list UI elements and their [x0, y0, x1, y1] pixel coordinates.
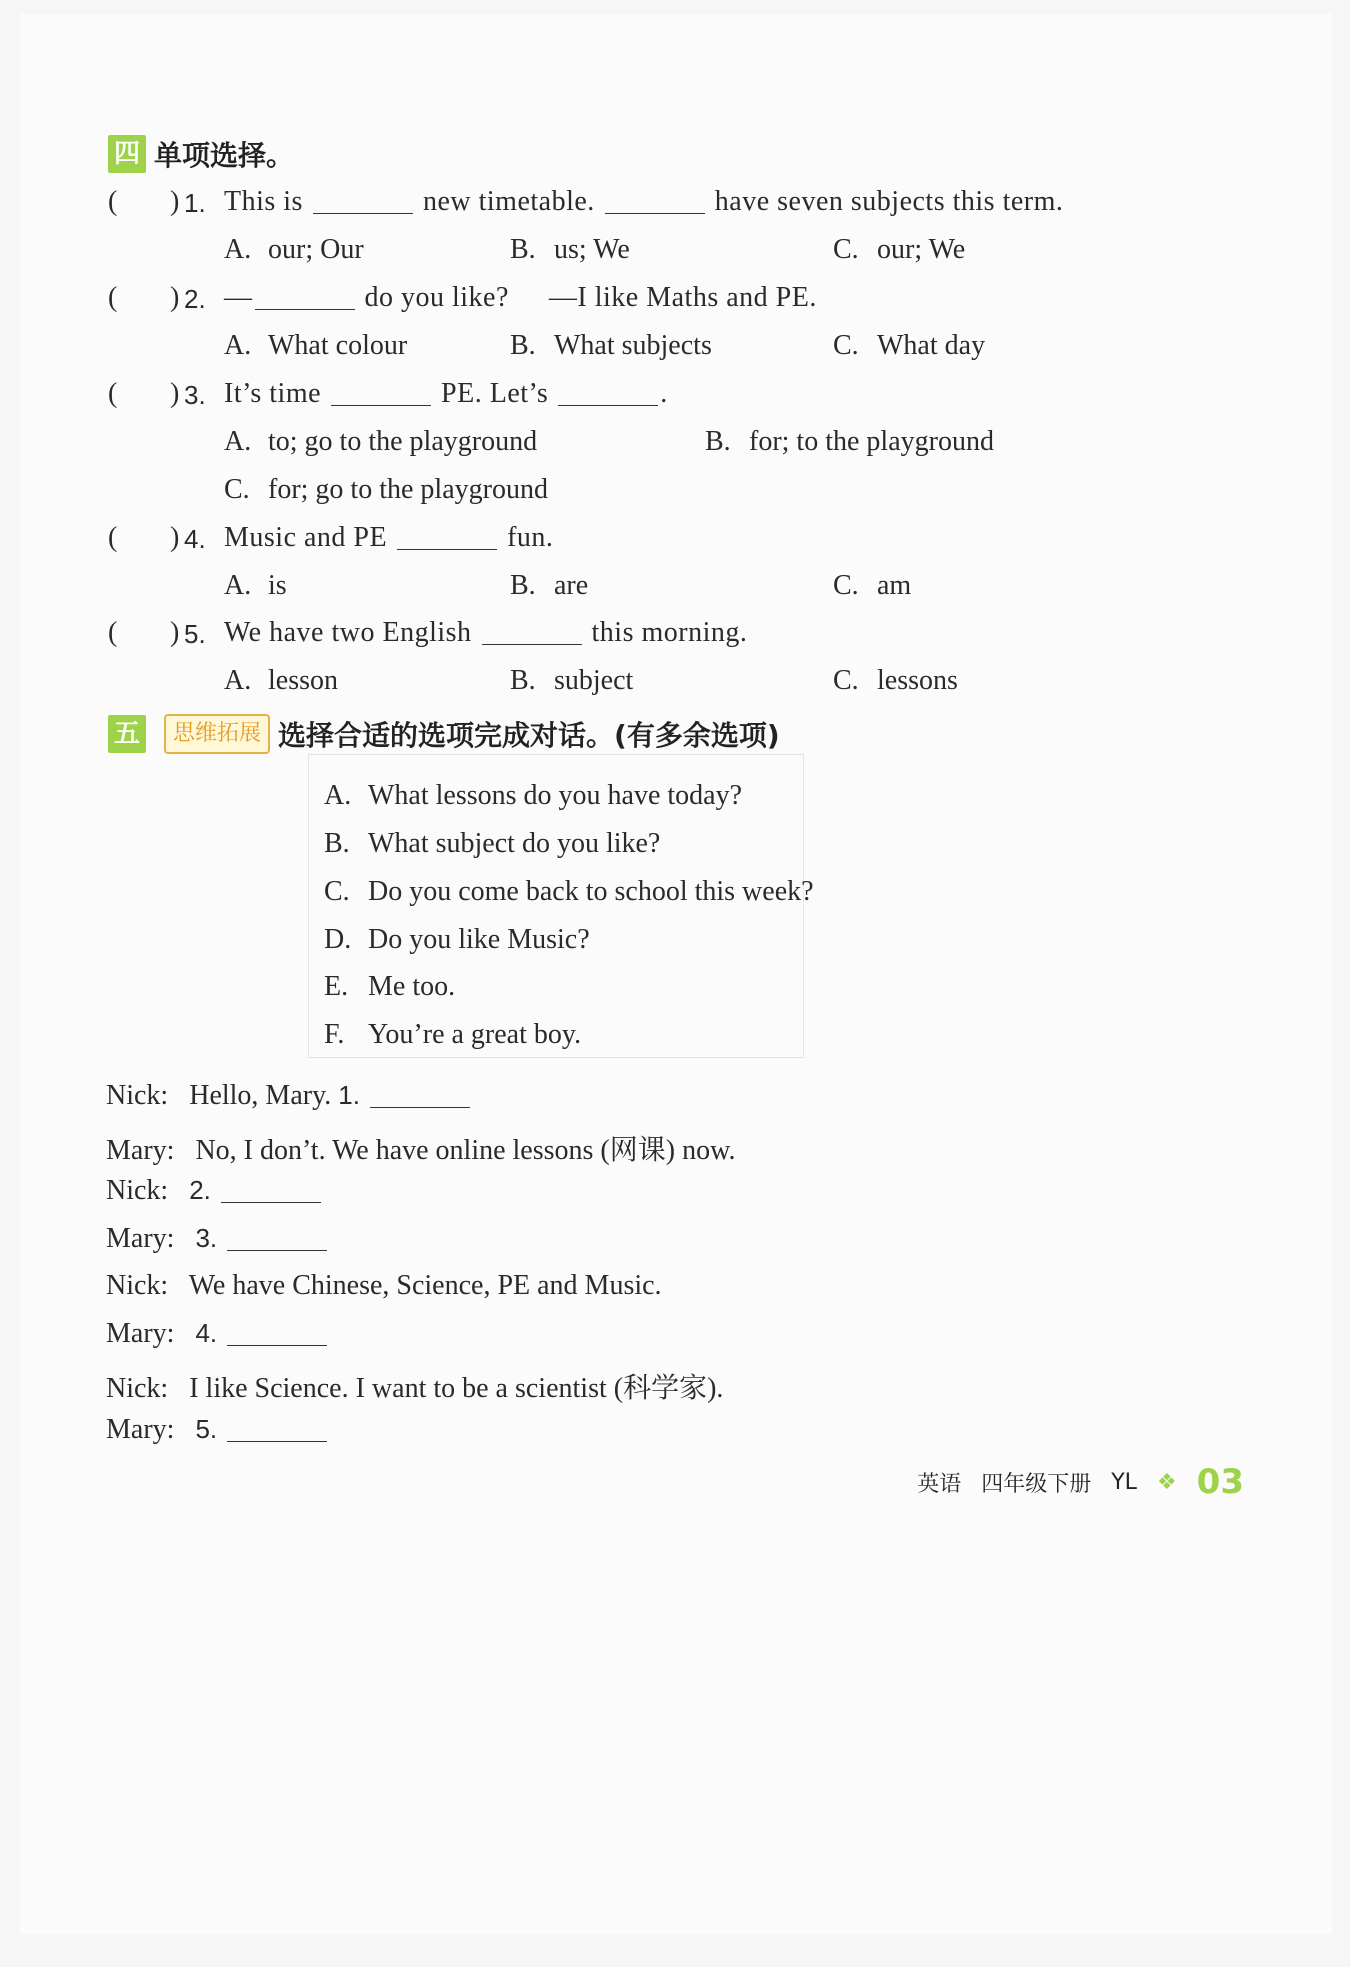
stem-text: new timetable.: [422, 186, 595, 217]
question-number: 5.: [184, 619, 206, 649]
footer-grade: 四年级下册: [981, 1471, 1092, 1497]
answer-blank[interactable]: [255, 287, 355, 310]
option-a: A. to; go to the playground: [224, 426, 538, 457]
answer-paren-close: ): [170, 186, 180, 217]
answer-blank[interactable]: [227, 1323, 327, 1346]
answer-paren-close: ): [170, 282, 180, 313]
option-b: B. subject: [510, 665, 634, 696]
question-number: 1.: [184, 188, 206, 218]
answer-blank[interactable]: [221, 1180, 321, 1203]
option-b: B. for; to the playground: [705, 426, 994, 457]
blank-number: 4.: [195, 1318, 218, 1348]
speaker-name: Nick:: [106, 1175, 169, 1206]
section4-number: 四: [108, 135, 146, 173]
section4-title: 单项选择。: [154, 139, 295, 172]
dialogue-line: [106, 1414, 337, 1446]
stem-text: —I like Maths and PE.: [548, 282, 817, 313]
answer-paren-open: (: [108, 186, 118, 217]
page-footer: [917, 1462, 1244, 1502]
stem-text: this morning.: [591, 617, 748, 648]
blank-number: 3.: [195, 1223, 218, 1253]
choice-a: A. What lessons do you have today?: [324, 780, 743, 811]
option-b: B. us; We: [510, 234, 630, 265]
section5-number: 五: [108, 715, 146, 753]
dialogue-text: No, I don’t. We have online lessons (网课) now.: [195, 1135, 736, 1166]
answer-blank[interactable]: [331, 383, 431, 406]
option-a: A. our; Our: [224, 234, 364, 265]
stem-text: It’s time: [224, 378, 322, 409]
page-number: 03: [1196, 1462, 1244, 1502]
stem-text: .: [660, 378, 668, 409]
speaker-name: Nick:: [106, 1080, 169, 1111]
section5-title: 选择合适的选项完成对话。(有多余选项): [278, 719, 780, 752]
question-2-stem: [224, 282, 817, 314]
option-a: A. What colour: [224, 330, 408, 361]
choice-c: C. Do you come back to school this week?: [324, 876, 814, 907]
answer-blank[interactable]: [227, 1228, 327, 1251]
option-c: C. What day: [833, 330, 986, 361]
question-number: 4.: [184, 524, 206, 554]
speaker-name: Nick:: [106, 1270, 169, 1301]
choice-f: F. You’re a great boy.: [324, 1019, 582, 1050]
answer-paren-close: ): [170, 617, 180, 648]
option-c: C. our; We: [833, 234, 966, 265]
answer-blank[interactable]: [605, 191, 705, 214]
choice-e: E. Me too.: [324, 971, 456, 1002]
option-b: B. are: [510, 570, 589, 601]
dialogue-text: We have Chinese, Science, PE and Music.: [188, 1270, 662, 1301]
stem-text: —: [224, 282, 253, 313]
question-4-stem: [224, 522, 553, 554]
footer-subject: 英语: [917, 1471, 962, 1497]
option-a: A. lesson: [224, 665, 338, 696]
answer-paren-open: (: [108, 282, 118, 313]
option-a: A. is: [224, 570, 287, 601]
answer-blank[interactable]: [482, 622, 582, 645]
stem-text: have seven subjects this term.: [714, 186, 1064, 217]
speaker-name: Mary:: [106, 1414, 175, 1445]
answer-paren-open: (: [108, 617, 118, 648]
answer-blank[interactable]: [370, 1085, 470, 1108]
section5-heading: [108, 714, 780, 754]
speaker-name: Mary:: [106, 1223, 175, 1254]
dialogue-line: [106, 1318, 337, 1350]
answer-blank[interactable]: [397, 527, 497, 550]
dialogue-text: Hello, Mary.: [189, 1080, 332, 1111]
dialogue-line: [106, 1270, 662, 1302]
answer-paren-open: (: [108, 378, 118, 409]
dialogue-line: [106, 1175, 331, 1207]
choice-d: D. Do you like Music?: [324, 924, 590, 955]
answer-paren-open: (: [108, 522, 118, 553]
answer-blank[interactable]: [558, 383, 658, 406]
question-number: 3.: [184, 380, 206, 410]
option-c: C. am: [833, 570, 912, 601]
footer-edition: YL: [1111, 1469, 1137, 1495]
speaker-name: Mary:: [106, 1318, 175, 1349]
option-c: C. lessons: [833, 665, 958, 696]
question-1-stem: [224, 186, 1063, 218]
answer-blank[interactable]: [313, 191, 413, 214]
dialogue-line: [106, 1366, 723, 1406]
dialogue-line: [106, 1128, 735, 1168]
speaker-name: Mary:: [106, 1135, 175, 1166]
choice-b: B. What subject do you like?: [324, 828, 661, 859]
dialogue-text: I like Science. I want to be a scientist (科学家).: [189, 1373, 724, 1404]
answer-blank[interactable]: [227, 1419, 327, 1442]
option-c: C. for; go to the playground: [224, 474, 548, 505]
question-3-stem: [224, 378, 668, 410]
section4-heading: [108, 134, 294, 174]
dialogue-line: [106, 1080, 480, 1112]
stem-text: fun.: [507, 522, 554, 553]
stem-text: do you like?: [364, 282, 509, 313]
answer-paren-close: ): [170, 378, 180, 409]
stem-text: PE. Let’s: [441, 378, 549, 409]
blank-number: 2.: [189, 1175, 211, 1205]
speaker-name: Nick:: [106, 1373, 169, 1404]
stem-text: Music and PE: [224, 522, 388, 553]
dialogue-line: [106, 1223, 337, 1255]
worksheet-page: [20, 14, 1332, 1934]
stem-text: This is: [224, 186, 303, 217]
blank-number: 5.: [195, 1414, 218, 1444]
stem-text: We have two English: [224, 617, 472, 648]
question-number: 2.: [184, 284, 206, 314]
option-b: B. What subjects: [510, 330, 712, 361]
answer-paren-close: ): [170, 522, 180, 553]
question-5-stem: [224, 617, 747, 649]
thinking-extension-badge: 思维拓展: [164, 714, 270, 754]
blank-number: 1.: [338, 1080, 360, 1110]
diamond-icon: ❖: [1156, 1469, 1177, 1495]
